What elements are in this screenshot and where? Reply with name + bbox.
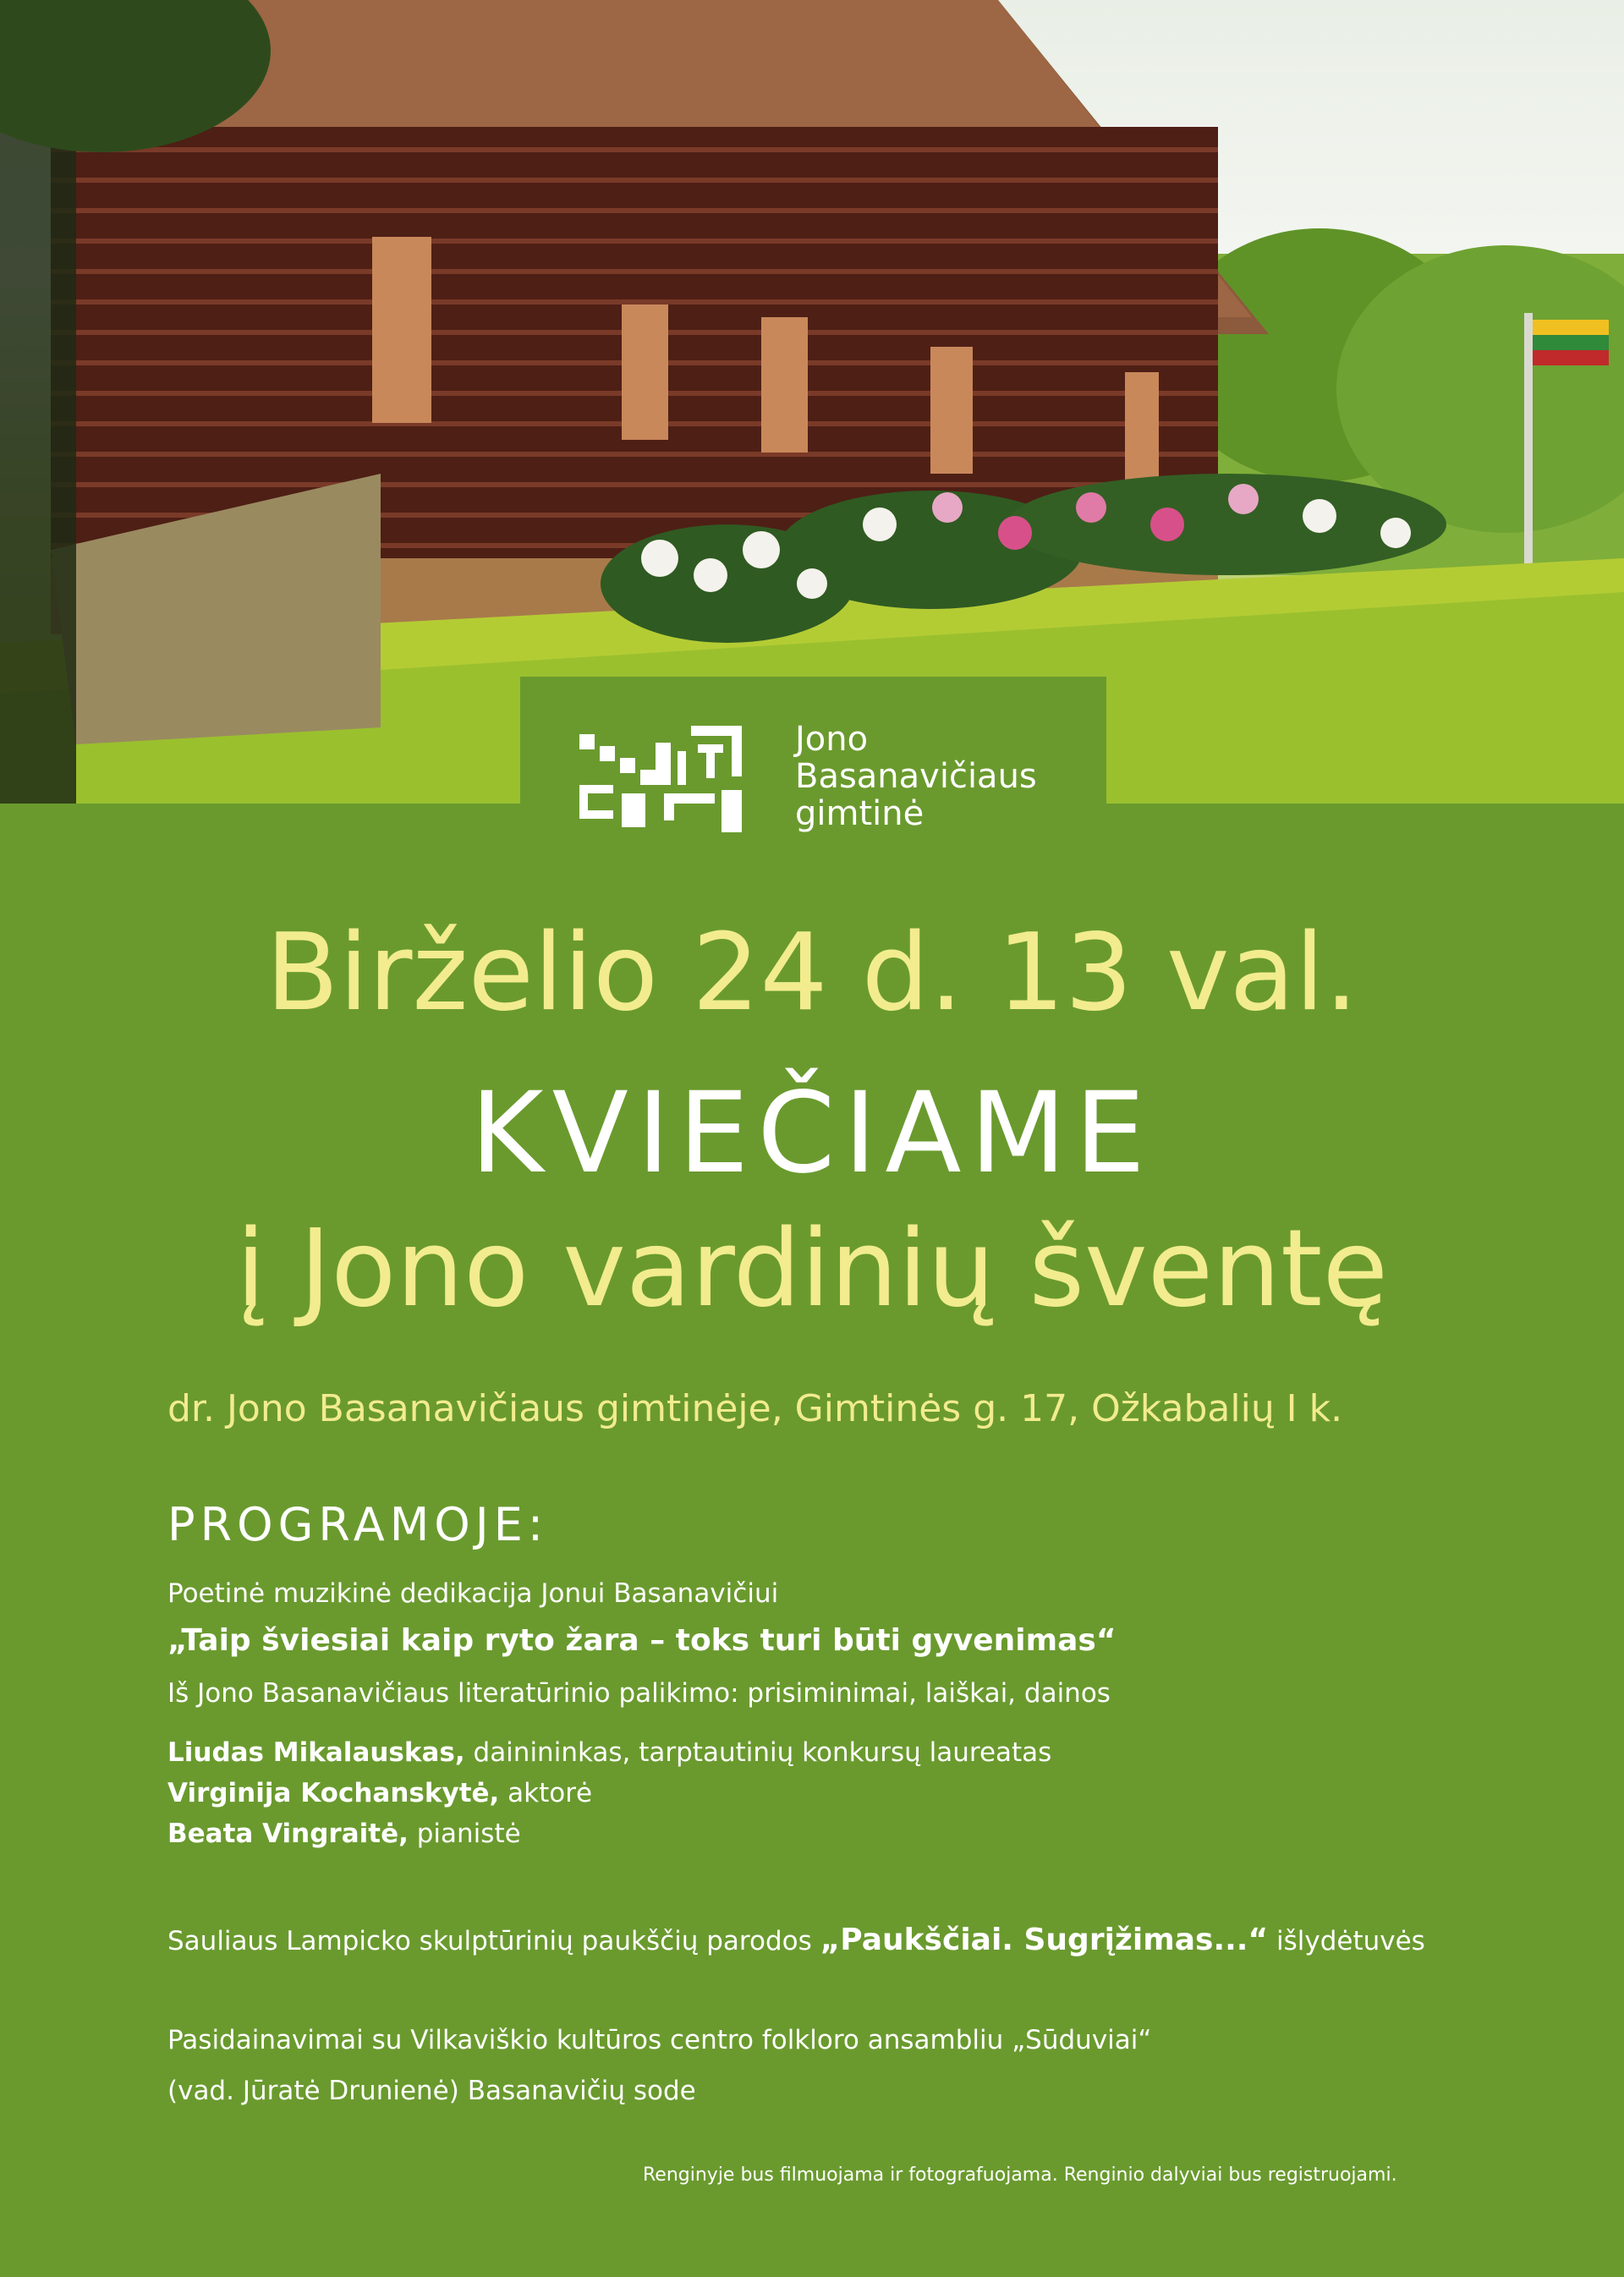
event-location: dr. Jono Basanavičiaus gimtinėje, Gimtinės g. 17, Ožkabalių I k.	[167, 1387, 1343, 1430]
program-heading: PROGRAMOJE:	[167, 1498, 549, 1551]
program-singing-2: (vad. Jūratė Drunienė) Basanavičių sode	[167, 2076, 696, 2106]
program-legacy: Iš Jono Basanavičiaus literatūrinio palikimo: prisiminimai, laiškai, dainos	[167, 1678, 1111, 1709]
performer-2	[167, 1775, 592, 1812]
exhibition-title: „Paukščiai. Sugrįžimas...“	[820, 1923, 1269, 1957]
exhibition-after: išlydėtuvės	[1268, 1926, 1425, 1956]
program-dedication: Poetinė muzikinė dedikacija Jonui Basanavičiui	[167, 1578, 779, 1609]
performer-3-name: Beata Vingraitė,	[167, 1819, 409, 1849]
performer-3	[167, 1815, 521, 1852]
program-dedication-title: „Taip šviesiai kaip ryto žara – toks turi būti gyvenimas“	[167, 1623, 1116, 1658]
logo-mark-icon	[579, 726, 749, 836]
performer-1-name: Liudas Mikalauskas,	[167, 1737, 465, 1768]
performer-2-name: Virginija Kochanskytė,	[167, 1778, 500, 1808]
program-singing-1: Pasidainavimai su Vilkaviškio kultūros centro folkloro ansambliu „Sūduviai“	[167, 2025, 1152, 2055]
logo-line-1: Jono	[795, 720, 869, 759]
performer-3-role: pianistė	[408, 1819, 521, 1849]
exhibition-before: Sauliaus Lampicko skulptūrinių paukščių parodos	[167, 1926, 820, 1956]
performer-2-role: aktorė	[499, 1778, 593, 1808]
event-title: į Jono vardinių šventę	[236, 1206, 1388, 1331]
logo-block	[520, 677, 1106, 837]
logo-line-3: gimtinė	[795, 794, 924, 833]
invite-heading: KVIEČIAME	[470, 1068, 1154, 1199]
logo-text	[795, 721, 1037, 832]
performer-1	[167, 1734, 1051, 1771]
logo-line-2: Basanavičiaus	[795, 757, 1037, 796]
footnote: Renginyje bus filmuojama ir fotografuojama. Renginio dalyviai bus registruojami.	[643, 2165, 1397, 2186]
event-date: Birželio 24 d. 13 val.	[266, 910, 1358, 1034]
performer-1-role: dainininkas, tarptautinių konkursų laureatas	[464, 1737, 1052, 1768]
program-exhibition	[167, 1922, 1425, 1960]
